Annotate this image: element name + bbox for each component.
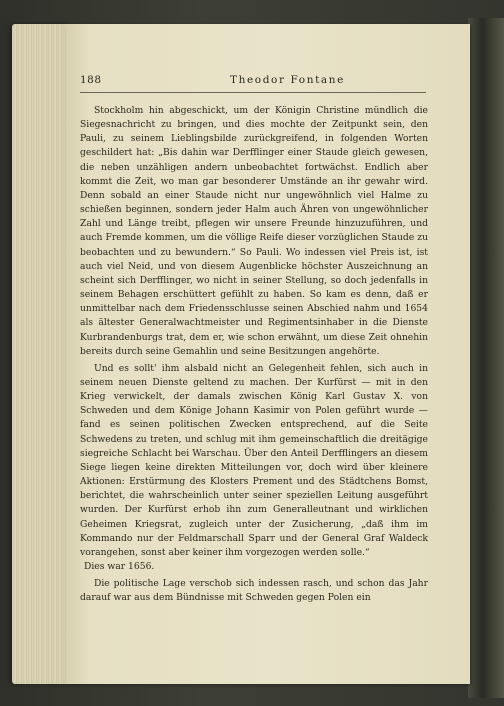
page-header bbox=[80, 74, 420, 90]
header-rule bbox=[80, 92, 426, 93]
book-cover-edge bbox=[468, 18, 504, 698]
page-number: 188 bbox=[80, 74, 102, 86]
paragraph: Und es sollt' ihm alsbald nicht an Gelegenheit fehlen, sich auch in seinem neuen Dienste geltend zu machen. Der Kurfürst — mit in den Krieg verwickelt, der damals zwischen König Karl Gustav X. von Schweden und dem Könige Johann Kasimir von Polen geführt wurde — fand es seinen politischen Zwecken entsprechend, auf die Seite Schwedens zu treten, und schlug mit ihm gemeinschaftlich die dreitägige siegreiche Schlacht bei Warschau. Über den Anteil Derfflingers an diesem Siege liegen keine direkten Mitteilungen vor, doch wird über kleinere Aktionen: Erstürmung des Klosters Prement und des Städtchens Bomst, berichtet, die wahrscheinlich unter seiner speziellen Leitung ausgeführt wurden. Der Kurfürst erhob ihn zum Generalleutnant und wirklichen Geheimen Kriegsrat, zugleich unter der Zusicherung, „daß ihm im Kommando nur der Feldmarschall Sparr und der General Graf Waldeck vorangehen, sonst aber keiner ihm vorgezogen werden solle.“ bbox=[80, 362, 428, 558]
paragraph: Die politische Lage verschob sich indessen rasch, und schon das Jahr darauf war aus dem Bündnisse mit Schweden gegen Polen ein bbox=[80, 578, 428, 604]
paragraph: Stockholm hin abgeschickt, um der Königin Christine mündlich die Siegesnachricht zu bringen, und dies mochte der Zeitpunkt sein, den Pauli, zu seinem Lieblingsbilde zurückgreifend, in folgenden Worten geschildert hat: „Bis dahin war Derfflinger einer Staude gleich gewesen, die neben unzähligen andern unbeobachtet fortwächst. Endlich aber kommt die Zeit, wo man gar besonderer Umstände an ihr gewahr wird. Denn sobald an einer Staude nicht nur ungewöhnlich viel Halme zu schießen beginnen, sondern jeder Halm auch Ähren von ungewöhnlicher Zahl und Länge treibt, pflegen wir unsere Freunde hinzuzuführen, und auch Fremde kommen, um die völlige Reife dieser vorzüglichen Staude zu beobachten und zu bewundern.“ So Pauli. Wo indessen viel Preis ist, ist auch viel Neid, und von diesem Augenblicke höchster Auszeichnung an scheint sich Derfflinger, wo nicht in seiner Stellung, so doch jedenfalls in seinem Behagen erschüttert gefühlt zu haben. So kam es denn, daß er unmittelbar nach dem Friedensschlusse seinen Abschied nahm und 1654 als ältester Generalwachtmeister und Regimentsinhaber in die Dienste Kurbrandenburgs trat, dem er, wie schon erwähnt, um diese Zeit ohnehin bereits durch seine Gemahlin und seine Besitzungen angehörte. bbox=[80, 105, 428, 357]
running-head: Theodor Fontane bbox=[230, 74, 345, 86]
page-edges-stack bbox=[12, 24, 70, 684]
body-text bbox=[80, 104, 428, 605]
paragraph: Dies war 1656. bbox=[84, 561, 155, 572]
